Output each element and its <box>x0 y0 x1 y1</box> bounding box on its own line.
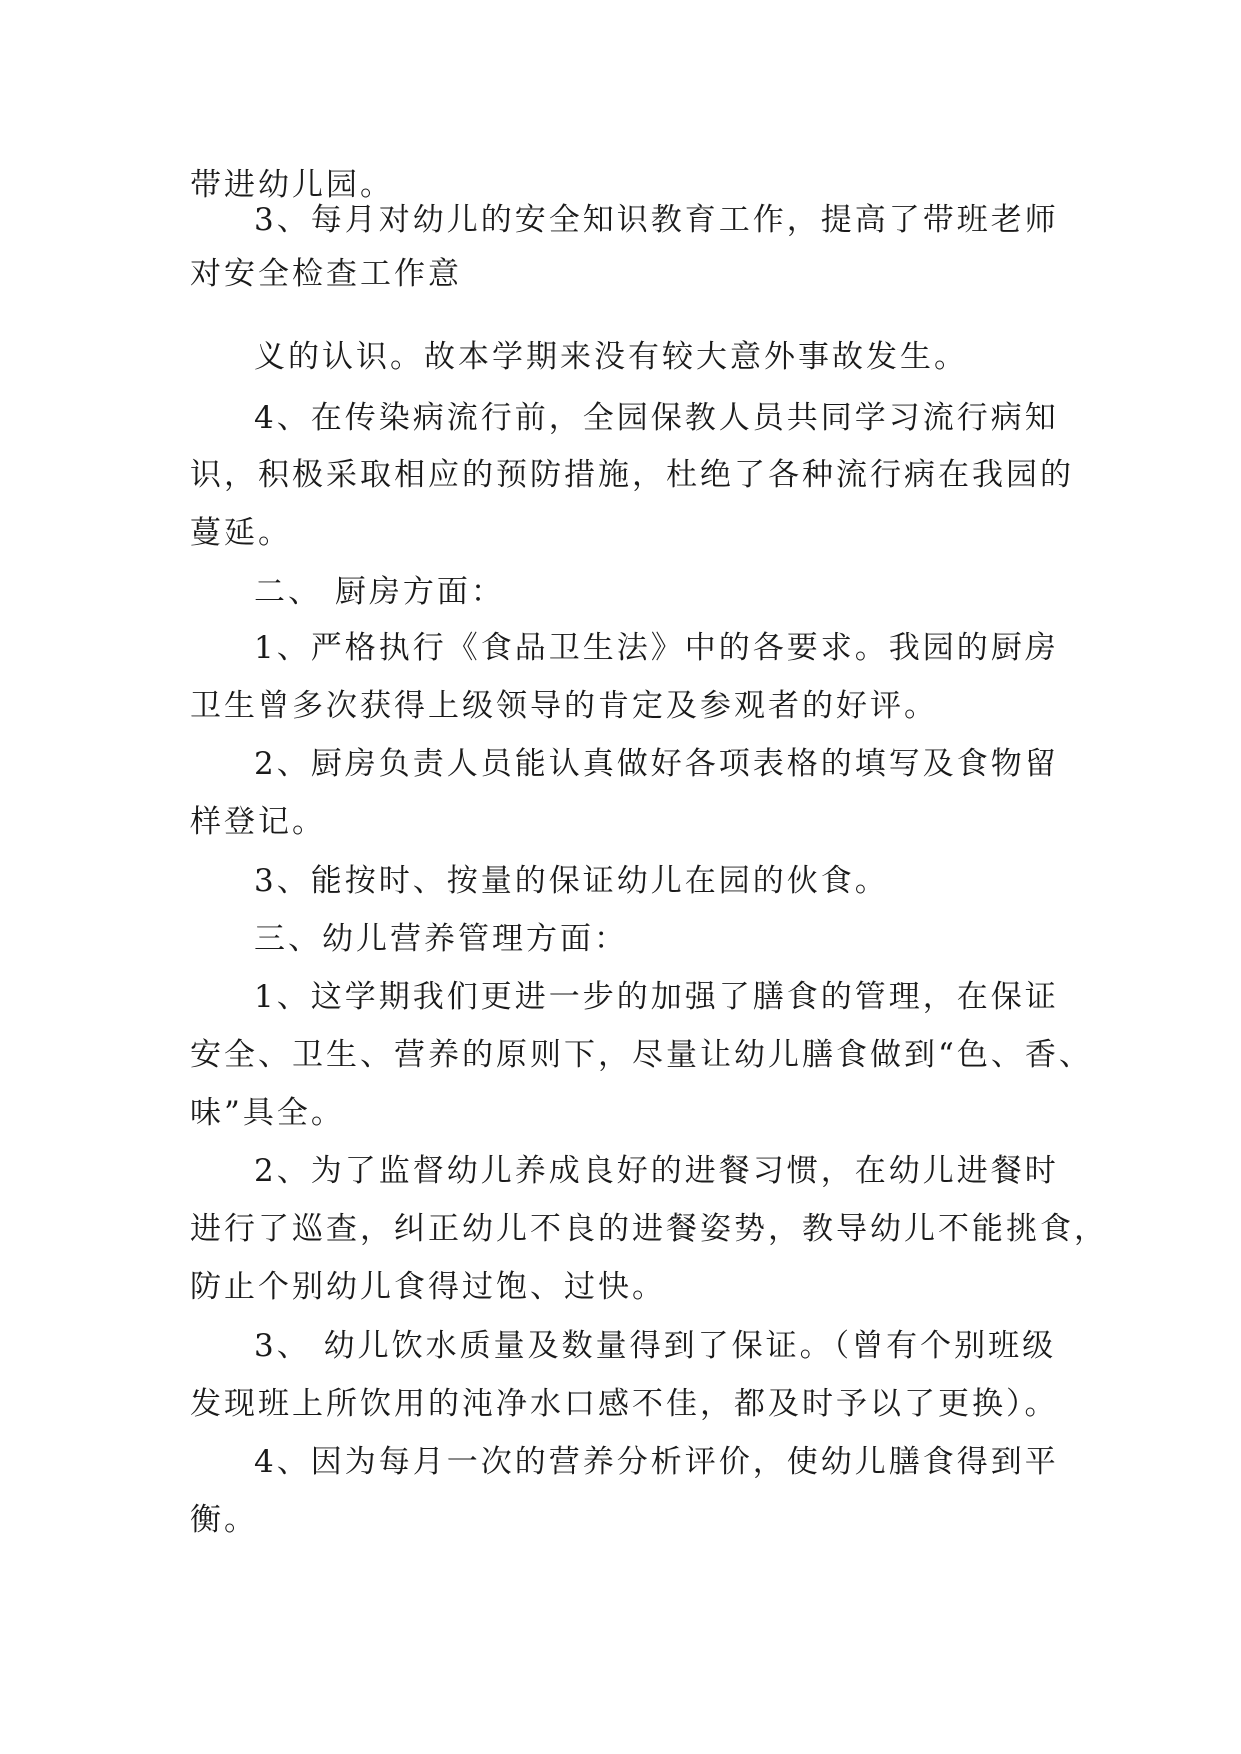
text-line: 蔓延。 <box>190 515 292 551</box>
text-line: 带进幼儿园。 <box>190 167 394 203</box>
section-heading: 二、 厨房方面： <box>254 574 505 610</box>
text-line: 安全、卫生、营养的原则下，尽量让幼儿膳食做到“色、香、 <box>190 1037 1093 1073</box>
text-line: 4、因为每月一次的营养分析评价，使幼儿膳食得到平 <box>254 1444 1059 1480</box>
text-line: 对安全检查工作意 <box>190 256 462 292</box>
text-line: 卫生曾多次获得上级领导的肯定及参观者的好评。 <box>190 688 938 724</box>
text-line: 1、严格执行《食品卫生法》中的各要求。我园的厨房 <box>254 630 1059 666</box>
text-line: 3、每月对幼儿的安全知识教育工作，提高了带班老师 <box>254 202 1059 238</box>
text-line: 2、为了监督幼儿养成良好的进餐习惯，在幼儿进餐时 <box>254 1153 1059 1189</box>
text-line: 进行了巡查，纠正幼儿不良的进餐姿势，教导幼儿不能挑食， <box>190 1211 1108 1247</box>
text-line: 义的认识。故本学期来没有较大意外事故发生。 <box>254 339 968 375</box>
text-line: 样登记。 <box>190 804 326 840</box>
text-line: 识，积极采取相应的预防措施，杜绝了各种流行病在我园的 <box>190 457 1074 493</box>
text-line: 防止个别幼儿食得过饱、过快。 <box>190 1269 666 1305</box>
text-line: 3、能按时、按量的保证幼儿在园的伙食。 <box>254 863 889 899</box>
text-line: 3、 幼儿饮水质量及数量得到了保证。（曾有个别班级 <box>254 1328 1057 1364</box>
text-line: 2、厨房负责人员能认真做好各项表格的填写及食物留 <box>254 746 1059 782</box>
text-line: 4、在传染病流行前，全园保教人员共同学习流行病知 <box>254 400 1059 436</box>
text-line: 1、这学期我们更进一步的加强了膳食的管理，在保证 <box>254 979 1059 1015</box>
text-line: 发现班上所饮用的沌净水口感不佳，都及时予以了更换）。 <box>190 1386 1059 1422</box>
text-line: 味”具全。 <box>190 1095 345 1131</box>
section-heading: 三、幼儿营养管理方面： <box>254 921 628 957</box>
text-line: 衡。 <box>190 1502 258 1538</box>
